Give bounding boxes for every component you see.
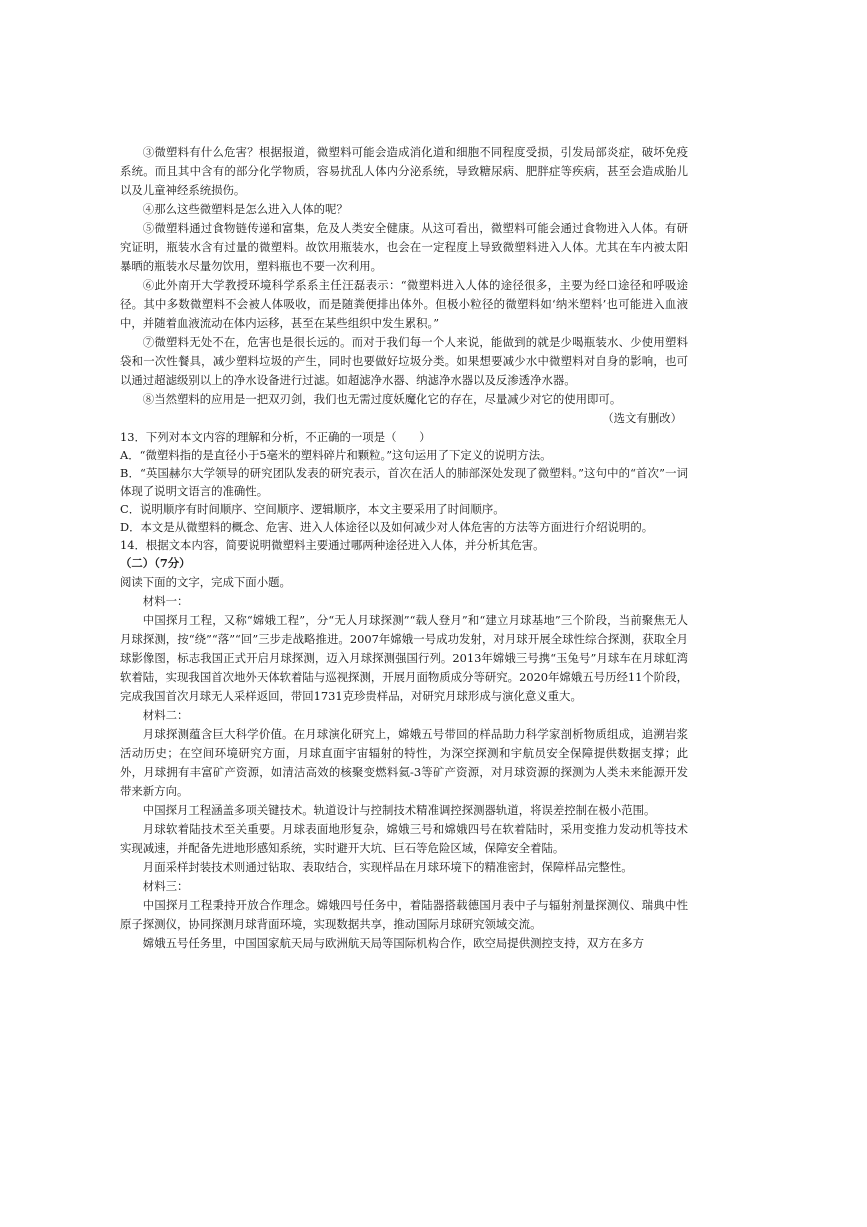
passage-paragraph-3: ③微塑料有什么危害？根据报道，微塑料可能会造成消化道和细胞不同程度受损，引发局部炎症，破坏免疫系统。而且其中含有的部分化学物质，容易扰乱人体内分泌系统，导致糖尿病、肥胖症等疾病，甚至会造成胎儿以及儿童神经系统损伤。 (120, 145, 688, 197)
passage-paragraph-7: ⑦微塑料无处不在，危害也是很长远的。而对于我们每一个人来说，能做到的就是少喝瓶装水、少使用塑料袋和一次性餐具，减少塑料垃圾的产生，同时也要做好垃圾分类。如果想要减少水中微塑料对自身的影响，也可以通过超滤级别以上的净水设备进行过滤。如超滤净水器、纳滤净水器以及反渗透净水器。 (120, 335, 688, 387)
section-2-instruction: 阅读下面的文字，完成下面小题。 (120, 575, 291, 589)
section-2-heading: （二）（7分） (120, 556, 191, 570)
material-1-label: 材料一： (142, 594, 189, 608)
question-13: 13．下列对本文内容的理解和分析，不正确的一项是（ ） (120, 430, 431, 444)
material-2-paragraph: 月面采样封装技术则通过钻取、表取结合，实现样品在月球环境下的精准密封，保障样品完整性。 (142, 860, 633, 874)
passage-paragraph-8: ⑧当然塑料的应用是一把双刃剑，我们也无需过度妖魔化它的存在，尽量减少对它的使用即可。 (142, 392, 622, 406)
question-13-option-c: C．说明顺序有时间顺序、空间顺序、逻辑顺序，本文主要采用了时间顺序。 (120, 502, 505, 516)
material-2-paragraph: 月球探测蕴含巨大科学价值。在月球演化研究上，嫦娥五号带回的样品助力科学家剖析物质组成，追溯岩浆活动历史；在空间环境研究方面，月球直面宇宙辐射的特性，为深空探测和宇航员安全保障提供数据支撑；此外，月球拥有丰富矿产资源，如清洁高效的核聚变燃料氦-3等矿产资源，对月球资源的探测为人类未来能源开发带来新方向。 (120, 727, 688, 798)
material-2-paragraph: 月球软着陆技术至关重要。月球表面地形复杂，嫦娥三号和嫦娥四号在软着陆时，采用变推力发动机等技术实现减速，并配备先进地形感知系统，实时避开大坑、巨石等危险区域，保障安全着陆。 (120, 822, 688, 855)
passage-paragraph-5: ⑤微塑料通过食物链传递和富集，危及人类安全健康。从这可看出，微塑料可能会通过食物进入人体。有研究证明，瓶装水含有过量的微塑料。故饮用瓶装水，也会在一定程度上导致微塑料进入人体。尤其在车内被太阳暴晒的瓶装水尽量勿饮用，塑料瓶也不要一次利用。 (120, 221, 688, 273)
question-14: 14．根据文本内容，简要说明微塑料主要通过哪两种途径进入人体，并分析其危害。 (120, 538, 545, 552)
question-13-option-b: B．“英国赫尔大学领导的研究团队发表的研究表示，首次在活人的肺部深处发现了微塑料。”这句中的“首次”一词体现了说明文语言的准确性。 (120, 466, 688, 498)
material-3-paragraph: 嫦娥五号任务里，中国国家航天局与欧洲航天局等国际机构合作，欧空局提供测控支持，双方在多方 (142, 936, 644, 950)
question-13-option-d: D．本文是从微塑料的概念、危害、进入人体途径以及如何减少对人体危害的方法等方面进行介绍说明的。 (120, 520, 654, 534)
question-13-option-a: A．“微塑料指的是直径小于5毫米的塑料碎片和颗粒。”这句运用了下定义的说明方法。 (120, 448, 552, 462)
passage-source: （选文有删改） (602, 411, 682, 425)
passage-paragraph-4: ④那么这些微塑料是怎么进入人体的呢？ (142, 202, 348, 216)
material-2-paragraph: 中国探月工程涵盖多项关键技术。轨道设计与控制技术精准调控探测器轨道，将误差控制在极小范围。 (142, 803, 656, 817)
material-2-label: 材料二： (142, 708, 189, 722)
material-3-paragraph: 中国探月工程秉持开放合作理念。嫦娥四号任务中，着陆器搭载德国月表中子与辐射剂量探测仪、瑞典中性原子探测仪，协同探测月球背面环境，实现数据共享，推动国际月球研究领域交流。 (120, 898, 688, 931)
material-1-text: 中国探月工程，又称“嫦娥工程”，分“无人月球探测”“载人登月”和“建立月球基地”三个阶段，当前聚焦无人月球探测，按“绕”“落”“回”三步走战略推进。2007年嫦娥一号成功发射，对月球开展全球性综合探测，获取全月球影像图，标志我国正式开启月球探测，迈入月球探测强国行列。2013年嫦娥三号携“玉兔号”月球车在月球虹湾软着陆，实现我国首次地外天体软着陆与巡视探测，开展月面物质成分等研究。2020年嫦娥五号历经11个阶段，完成我国首次月球无人采样返回，带回1731克珍贵样品，对研究月球形成与演化意义重大。 (120, 613, 688, 703)
passage-paragraph-6: ⑥此外南开大学教授环境科学系系主任汪磊表示：“微塑料进入人体的途径很多，主要为经口途径和呼吸途径。其中多数微塑料不会被人体吸收，而是随粪便排出体外。但极小粒径的微塑料如‘纳米塑料’也可能进入血液中，并随着血液流动在体内运移，甚至在某些组织中发生累积。” (120, 278, 688, 330)
exam-page (120, 143, 688, 953)
material-3-label: 材料三： (142, 879, 189, 893)
